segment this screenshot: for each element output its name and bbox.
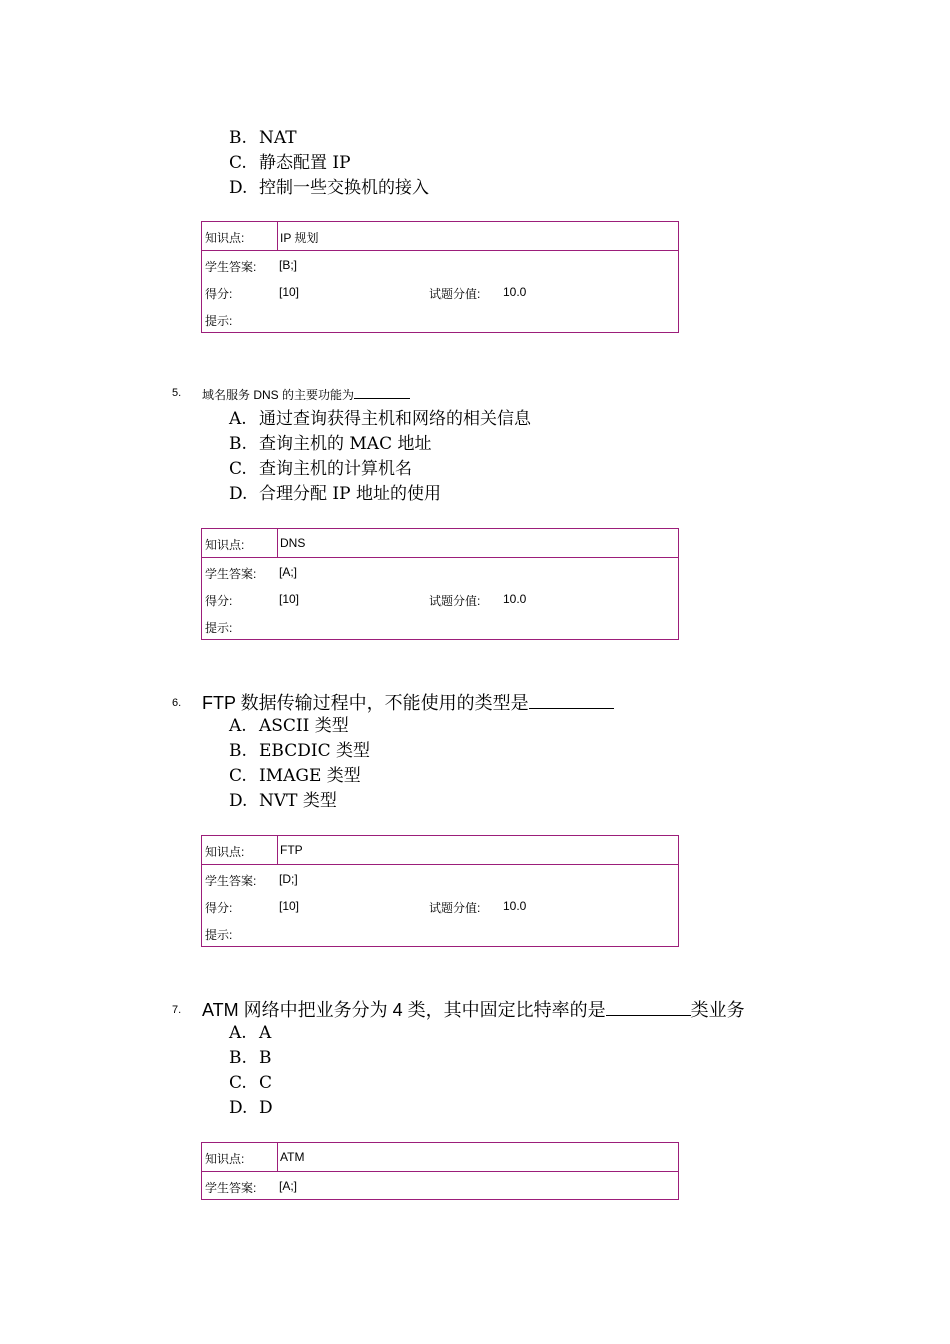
q4-option-c: C. 静态配置 IP [229, 153, 351, 173]
q4-options [229, 126, 429, 201]
q5-score-row: 得分: [10] 试题分值: 10.0 [205, 592, 527, 608]
q5-number: 5. [172, 387, 182, 399]
q4-info-box [201, 221, 679, 333]
q6-knowledge-row: 知识点: FTP [202, 836, 678, 865]
q7-options [229, 1021, 273, 1121]
q7-answer-row: 学生答案: [A;] [205, 1179, 298, 1195]
q7-number: 7. [172, 1004, 182, 1016]
q4-knowledge-row: 知识点: IP 规划 [202, 222, 678, 251]
q5-knowledge-row: 知识点: DNS [202, 529, 678, 558]
q6-option-d: D. NVT 类型 [229, 791, 337, 811]
q6-score-row: 得分: [10] 试题分值: 10.0 [205, 899, 527, 915]
q4-option-d: D. 控制一些交换机的接入 [229, 178, 429, 198]
q5-blank [354, 398, 410, 399]
q7-blank [606, 1015, 691, 1016]
q5-option-c: C. 查询主机的计算机名 [229, 459, 412, 479]
q7-info-box [201, 1142, 679, 1200]
q6-option-b: B. EBCDIC 类型 [229, 741, 370, 761]
q7-option-b: B. B [229, 1048, 272, 1068]
q5-option-a: A. 通过查询获得主机和网络的相关信息 [229, 409, 531, 429]
q6-answer-row: 学生答案: [D;] [205, 872, 298, 888]
q6-option-a: A. ASCII 类型 [229, 716, 349, 736]
q6-hint-row: 提示: [205, 928, 233, 942]
q5-option-b: B. 查询主机的 MAC 地址 [229, 434, 432, 454]
q6-question: FTP 数据传输过程中，不能使用的类型是 [202, 689, 614, 715]
q7-option-c: C. C [229, 1073, 273, 1093]
q4-answer-row: 学生答案: [B;] [205, 258, 298, 274]
q5-options [229, 407, 531, 507]
q7-question: ATM 网络中把业务分为 4 类，其中固定比特率的是 类业务 [202, 1000, 745, 1020]
q5-info-box [201, 528, 679, 640]
q6-option-c: C. IMAGE 类型 [229, 766, 361, 786]
q5-option-d: D. 合理分配 IP 地址的使用 [229, 484, 441, 504]
q4-hint-row: 提示: [205, 314, 233, 328]
q7-knowledge-row: 知识点: ATM [202, 1143, 678, 1172]
q4-score-row: 得分: [10] 试题分值: 10.0 [205, 285, 527, 301]
q6-blank [529, 708, 614, 709]
q5-answer-row: 学生答案: [A;] [205, 565, 298, 581]
q6-options [229, 714, 370, 814]
q5-hint-row: 提示: [205, 621, 233, 635]
q6-number: 6. [172, 697, 182, 709]
q5-question: 域名服务 DNS 的主要功能为 [202, 386, 410, 403]
q6-info-box [201, 835, 679, 947]
q7-option-a: A. A [229, 1023, 272, 1043]
q7-option-d: D. D [229, 1098, 273, 1118]
q4-option-b: B. NAT [229, 128, 297, 148]
